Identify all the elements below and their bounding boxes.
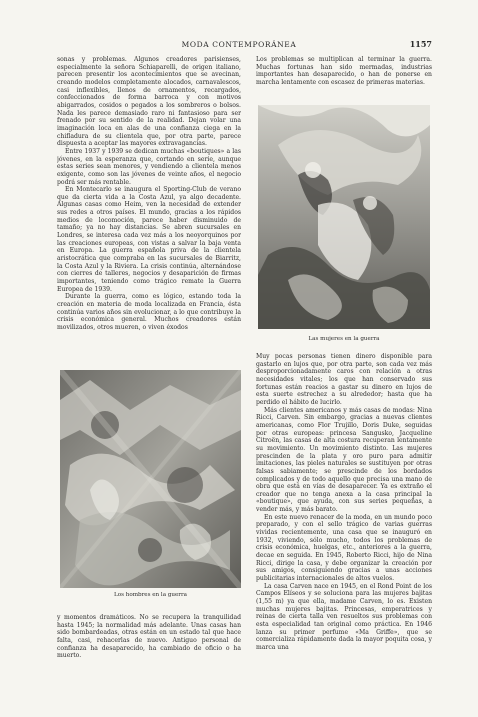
paragraph: Los problemas se multiplican al terminar la guerra. Muchas fortunas han sido mermadas, industrias importantes han desaparecido, o han de ponerse en marcha lentamente con escasez de primeras materias. [256, 56, 432, 86]
section-paragraph [256, 407, 432, 514]
running-header: MODA CONTEMPORÁNEA [181, 40, 297, 49]
paragraph-text: Más clientes americanos y más casas de modas: Nina Ricci, Carven. Sin embargo, gracias a nuevas clientes americanas, como Flor Trujillo, Doris Duke, seguidas por otras europeas: princesa Sangusko, Jacqueline Citroën, las casas de alta costura recuperan lentamente su movimiento. Un movimiento distinto. Las mujeres prescinden de la plata y oro puro para admitir imitaciones, las pieles naturales se sustituyen por otras falsas sabiamente; se prescinde de los bordados complicados y de todo aquello que precisa una mano de obra que está en vías de desaparecer. Ya es extraño el creador que no tenga anexa a la casa principal la «boutique», que ayuda, con sus series pequeñas, a vender más, y más barato. [256, 406, 432, 514]
left-column-top-text [57, 56, 241, 368]
paragraph: Durante la guerra, como es lógico, estando toda la creación en materia de moda localizada en Francia, ésta continúa varios años sin evolucionar, a lo que contribuye la crisis económica general. Muchos creadores están movilizados, otros mueren, o viven éxodos [57, 293, 241, 331]
men-at-war-illustration [60, 370, 241, 588]
paragraph: La casa Carven nace en 1945, en el Rond Point de los Campos Elíseos y se soluciona para las mujeres bajitas (1,55 m) ya que ella, madame Carven, lo es. Existen muchas mujeres bajitas. Princesas, emperatrices y reinas de cierta talla ven resueltos sus problemas con esta especialidad tan original como práctica. En 1946 lanza su primer perfume «Ma Griffe», que se comercializa rápidamente dada la mayor poquita cosa, y marca una [256, 582, 432, 651]
women-at-war-illustration [258, 105, 430, 329]
right-column-bottom-text [256, 353, 432, 698]
paragraph: Muy pocas personas tienen dinero disponible para gastarlo en lujos que, por otra parte, son cada vez más desproporcionadamente caros con relación a otras necesidades vitales; los que han conservado sus fortunas están reacios a gastar su dinero en lujos de esta suerte estrechez a su alrededor; hasta que ha perdido el hábito de lucirlo. [256, 353, 432, 406]
upper-figure-caption: Las mujeres en la guerra [308, 336, 380, 342]
men-at-war-artwork [60, 370, 241, 588]
left-column-bottom-text [57, 614, 241, 674]
paragraph: En Montecarlo se inaugura el Sporting-Club de verano que da cierta vida a la Costa Azul, ya algo decadente. Algunas casas como Heim, ven la necesidad de extender sus redes a otros países. El mundo, gracias a los rápidos medios de locomoción, parece haber disminuido de tamaño; ya no hay distancias. Se abren sucursales en Londres, se interesa cada vez más a los neoyorquinos por las creaciones europeas, con vistas a salvar la baja venta en Europa. La guerra española priva de la clientela aristocrática que compraba en las sucursales de Biarritz, la Costa Azul y la Riviera. La crisis continúa, alternándose con cierres de talleres, negocios y desaparición de firmas importantes, teniendo como trágico remate la Guerra Europea de 1939. [57, 186, 241, 293]
paragraph: Entre 1937 y 1939 se dedican muchas «boutiques» a las jóvenes, en la esperanza que, cortando en serie, aunque estas series sean menores, y vendiendo a clientela menos exigente, como son las jóvenes de veinte años, el negocio podrá ser más rentable. [57, 147, 241, 186]
page-number: 1157 [409, 39, 432, 49]
paragraph: En este nuevo renacer de la moda, en un mundo poco preparado, y con el sello trágico de varias guerras vividas recientemente, una casa que se inauguró en 1932, viviendo, sólo mucho, todos los problemas de crisis económica, huelgas, etc., anteriores a la guerra, decae en seguida. En 1945, Roberto Ricci, hijo de Nina Ricci, dirige la casa, y debe organizar la creación por sus amigos, consiguiendo gracias a unas acciones publicitarias internacionales de altos vuelos. [256, 513, 432, 583]
lower-figure-caption: Los hombres en la guerra [114, 592, 187, 598]
right-column-top-text [256, 56, 432, 104]
women-at-war-artwork [258, 105, 430, 329]
paragraph: y momentos dramáticos. No se recupera la tranquilidad hasta 1945; la normalidad más adelante. Unas casas han sido bombardeadas, otras están en un estado tal que hace falta, casi, rehacerlas de nuevo. Antiguo personal de confianza ha desaparecido, ha cambiado de oficio o ha muerto. [57, 614, 241, 660]
paragraph: sonas y problemas. Algunos creadores parisienses, especialmente la señora Schiaparelli, de origen italiano, parecen presentir los acontecimientos que se avecinan, creando modelos completamente alocados, carnavalescos, casi inflexibles, llenos de ornamentos, recargados, confeccionados de forma barroca y con motivos abigarrados, cosidos o pegados a los sombreros o bolsos. Nada les parece demasiado raro ni fantasioso para ser frenado por su sentido de la realidad. Dejan volar una imaginación loca en alas de una confianza ciega en la chifladura de su clientela que, por otra parte, parece dispuesta a aceptar las mayores extravagancias. [57, 56, 241, 148]
